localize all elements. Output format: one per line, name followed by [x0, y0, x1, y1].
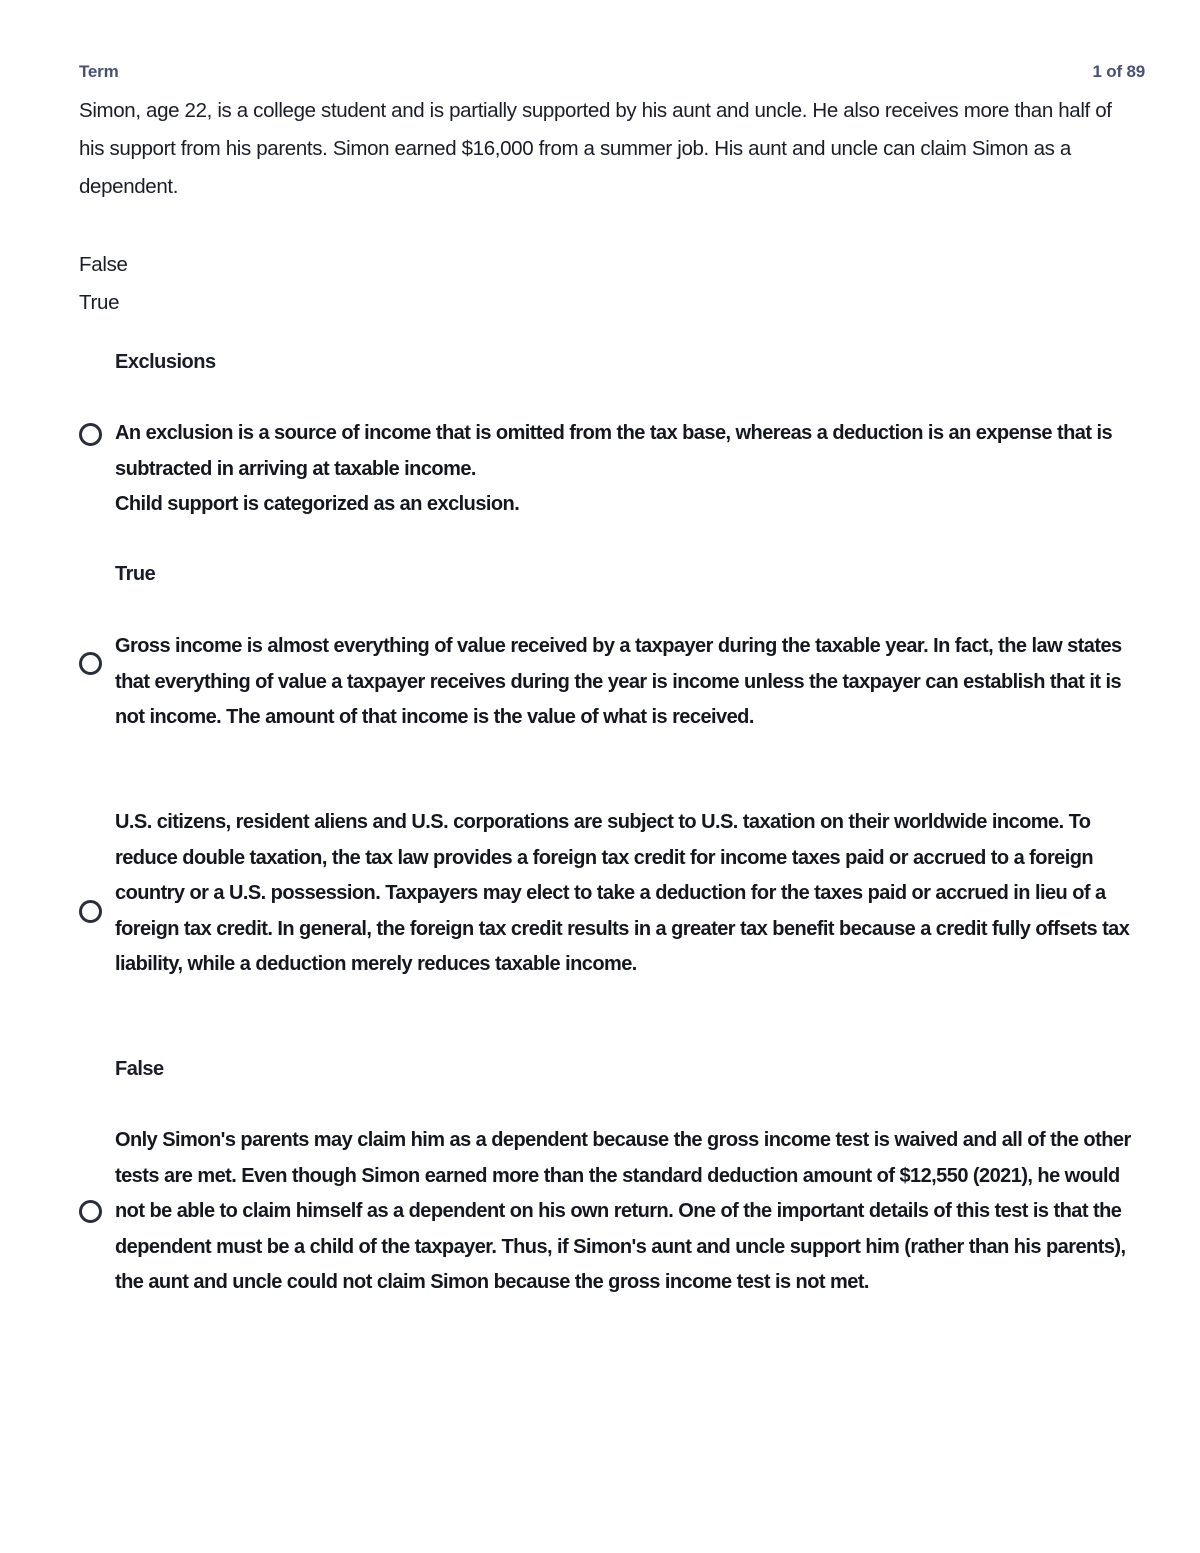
term-label: Term: [79, 62, 119, 81]
answer-choice-1-text: An exclusion is a source of income that is omitted from the tax base, whereas a deduction is an expense that is subtracted in arriving at taxable income. Child support is categorized as an exclusion.: [115, 422, 1113, 515]
radio-unselected-icon[interactable]: [79, 423, 102, 446]
radio-unselected-icon[interactable]: [79, 652, 102, 675]
true-option[interactable]: True: [79, 291, 120, 314]
radio-unselected-icon[interactable]: [79, 900, 102, 923]
false-option[interactable]: False: [79, 253, 128, 276]
answer-choice-4-text: Only Simon's parents may claim him as a dependent because the gross income test is waived and all of the other tests are met. Even though Simon earned more than the standard deduction amount of $12,550 (2021), he would not be able to claim himself as a dependent on his own return. One of the important details of this test is that the dependent must be a child of the taxpayer. Thus, if Simon's aunt and uncle support him (rather than his parents), the aunt and uncle could not claim Simon because the gross income test is not met.: [115, 1129, 1131, 1293]
card-header: [79, 60, 1145, 84]
answer-choice-4[interactable]: [79, 1123, 1139, 1301]
card-counter: 1 of 89: [1092, 62, 1145, 81]
choice-4-label: False: [115, 1058, 164, 1080]
choice-1-label: Exclusions: [115, 351, 216, 373]
radio-unselected-icon[interactable]: [79, 1200, 102, 1223]
question-text: Simon, age 22, is a college student and is partially supported by his aunt and uncle. He also receives more than half of his support from his parents. Simon earned $16,000 from a summer job. His aunt and uncle can claim Simon as a dependent.: [79, 99, 1112, 198]
answer-choice-2-text: Gross income is almost everything of value received by a taxpayer during the taxable year. In fact, the law states that everything of value a taxpayer receives during the year is income unless the taxpayer can establish that it is not income. The amount of that income is the value of what is received.: [115, 635, 1122, 728]
answer-choice-1[interactable]: [79, 416, 1139, 523]
answer-choice-3-text: U.S. citizens, resident aliens and U.S. corporations are subject to U.S. taxation on their worldwide income. To reduce double taxation, the tax law provides a foreign tax credit for income taxes paid or accrued to a foreign country or a U.S. possession. Taxpayers may elect to take a deduction for the taxes paid or accrued in lieu of a foreign tax credit. In general, the foreign tax credit results in a greater tax benefit because a credit fully offsets tax liability, while a deduction merely reduces taxable income.: [115, 811, 1130, 975]
answer-choice-3[interactable]: [79, 805, 1139, 983]
true-false-options: [79, 246, 128, 322]
choice-2-label: True: [115, 563, 156, 585]
answer-choice-2[interactable]: [79, 629, 1139, 736]
